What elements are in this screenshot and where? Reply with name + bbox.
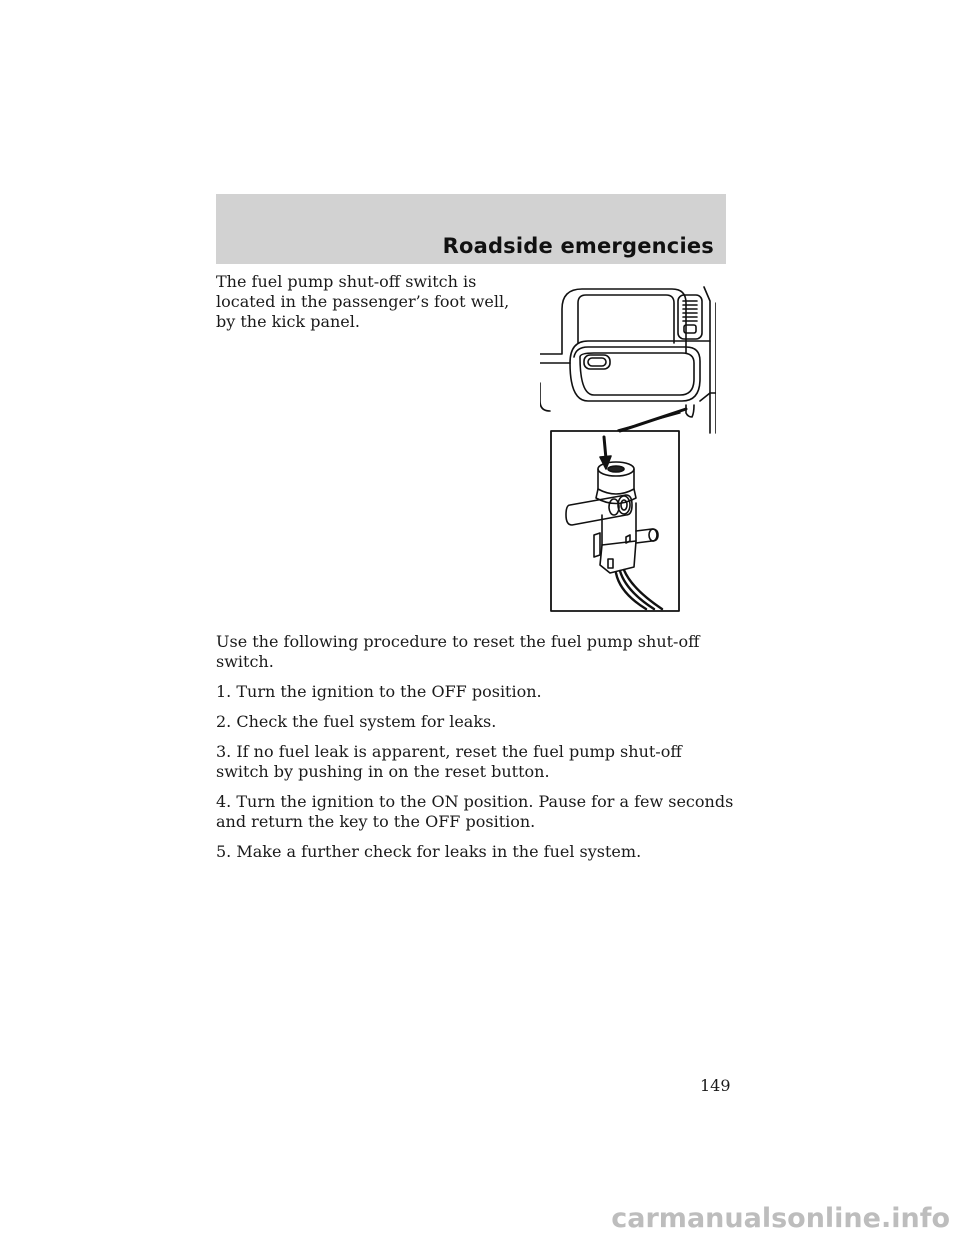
- procedure-step: 3. If no fuel leak is apparent, reset the fuel pump shut-off switch by pushing in on the reset button.: [216, 742, 682, 781]
- procedure-step: 4. Turn the ignition to the ON position. Pause for a few seconds and return the key to the OFF position.: [216, 792, 734, 831]
- section-header: [216, 194, 726, 264]
- reset-procedure: [216, 632, 736, 872]
- intro-paragraph: The fuel pump shut-off switch is located in the passenger’s foot well, by the kick panel.: [216, 272, 510, 331]
- procedure-step: 5. Make a further check for leaks in the fuel system.: [216, 842, 642, 861]
- section-title: Roadside emergencies: [442, 234, 714, 258]
- fuel-pump-shutoff-switch-illustration: [540, 283, 716, 613]
- procedure-step: 1. Turn the ignition to the OFF position.: [216, 682, 542, 701]
- procedure-step: 2. Check the fuel system for leaks.: [216, 712, 497, 731]
- fuel-pump-switch-figure: [540, 283, 716, 613]
- page-number: 149: [700, 1076, 731, 1095]
- procedure-lead: Use the following procedure to reset the fuel pump shut-off switch.: [216, 632, 700, 671]
- watermark: carmanualsonline.info: [611, 1203, 950, 1234]
